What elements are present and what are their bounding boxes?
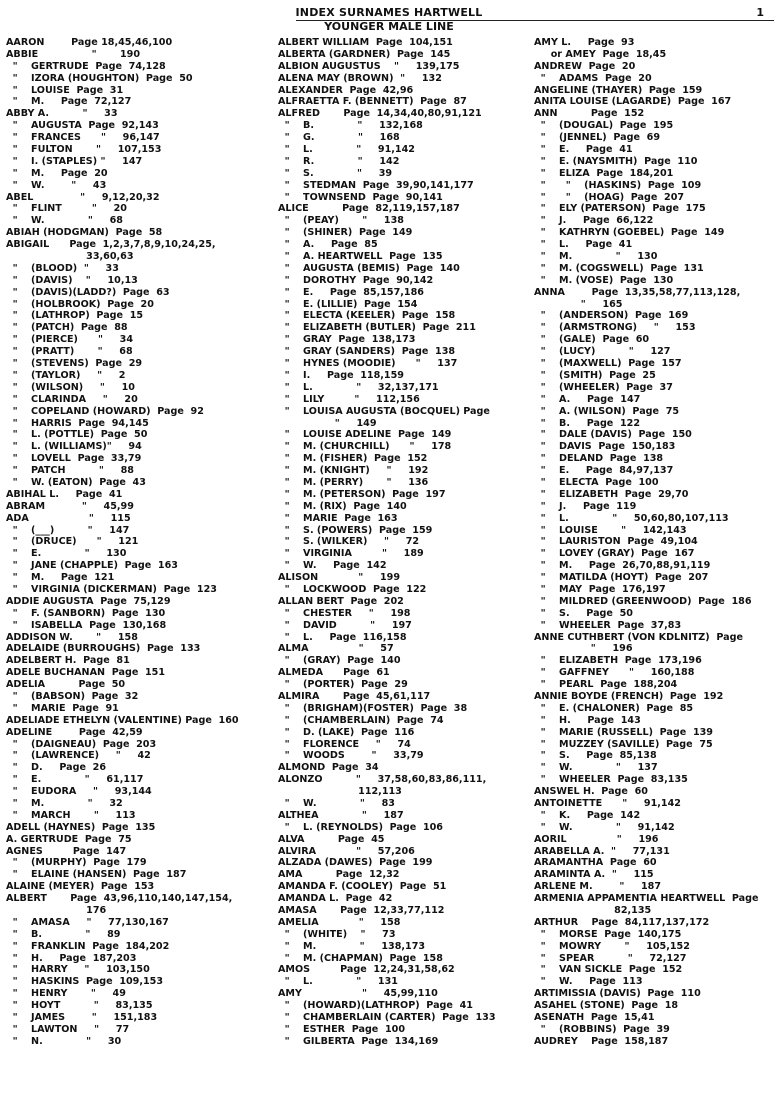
index-entry: " LOUISE ADELINE Page 149 xyxy=(278,429,452,441)
index-entry: ASAHEL (STONE) Page 18 xyxy=(534,1000,679,1012)
index-entry: " M. Page 26,70,88,91,119 xyxy=(534,560,711,572)
index-entry: " M. Page 72,127 xyxy=(6,96,132,108)
index-entry: ALVA Page 45 xyxy=(278,833,385,845)
index-entry: " E. " 61,117 xyxy=(6,774,144,786)
index-entry: " LAWTON " 77 xyxy=(6,1023,130,1035)
index-entry: " (LAWRENCE) " 42 xyxy=(6,750,151,762)
index-entry: ARMENIA APPAMENTIA HEARTWELL Page xyxy=(534,893,759,905)
index-entry: " S. Page 50 xyxy=(534,607,633,619)
index-entry: " M. (CHURCHILL) " 178 xyxy=(278,441,452,453)
index-entry: " ELIZABETH Page 173,196 xyxy=(534,655,702,667)
index-entry: " (WILSON) " 10 xyxy=(6,381,135,393)
index-entry: " (STEVENS) Page 29 xyxy=(6,358,143,370)
index-entry: " MARIE (RUSSELL) Page 139 xyxy=(534,726,713,738)
index-entry: " DAVIS Page 150,183 xyxy=(534,441,676,453)
index-entry: " (BRIGHAM)(FOSTER) Page 38 xyxy=(278,702,468,714)
index-entry: ALBERT WILLIAM Page 104,151 xyxy=(278,37,453,48)
index-entry: " B. Page 122 xyxy=(534,417,641,429)
index-entry: " (ANDERSON) Page 169 xyxy=(534,310,689,322)
index-entry: " " (HASKINS) Page 109 xyxy=(534,179,702,191)
index-entry: " AUGUSTA Page 92,143 xyxy=(6,120,159,132)
index-entry: " FRANKLIN Page 184,202 xyxy=(6,940,170,952)
index-entry: " MORSE Page 140,175 xyxy=(534,928,682,940)
index-entry: " K. Page 142 xyxy=(534,809,641,821)
index-entry: " W. " 68 xyxy=(6,215,123,227)
index-entry: " KATHRYN (GOEBEL) Page 149 xyxy=(534,227,725,239)
index-entry: " ISABELLA Page 130,168 xyxy=(6,619,167,631)
index-entry: " A. HEARTWELL Page 135 xyxy=(278,251,443,263)
index-entry: " (ARMSTRONG) " 153 xyxy=(534,322,696,334)
index-entry: ABRAM " 45,99 xyxy=(6,500,134,512)
index-entry: ALMOND Page 34 xyxy=(278,762,379,774)
index-entry: " L. (POTTLE) Page 50 xyxy=(6,429,148,441)
page-header xyxy=(0,6,778,34)
index-entry: " (ROBBINS) Page 39 xyxy=(534,1023,670,1035)
index-entry: " S. Page 85,138 xyxy=(534,750,657,762)
index-entry: " LOUISE " 142,143 xyxy=(534,524,687,536)
index-entry: " H. Page 187,203 xyxy=(6,952,137,964)
index-entry: " MILDRED (GREENWOOD) Page 186 xyxy=(534,595,752,607)
index-entry: ALMEDA Page 61 xyxy=(278,667,390,679)
index-title: INDEX SURNAMES HARTWELL xyxy=(295,6,483,19)
index-entry: ALBERTA (GARDNER) Page 145 xyxy=(278,48,451,60)
index-entry: " E. (LILLIE) Page 154 xyxy=(278,298,418,310)
index-entry: ANDREW Page 20 xyxy=(534,60,636,72)
index-entry: " B. " 89 xyxy=(6,928,121,940)
index-entry: " (LATHROP) Page 15 xyxy=(6,310,144,322)
index-entry: AARON Page 18,45,46,100 xyxy=(6,37,173,48)
index-entry: ALMIRA Page 45,61,117 xyxy=(278,690,431,702)
index-entry: " (DRUCE) " 121 xyxy=(6,536,139,548)
index-entry: " PATCH " 88 xyxy=(6,465,134,477)
index-entry: " R. " 142 xyxy=(278,155,400,167)
index-entry: ANNIE BOYDE (FRENCH) Page 192 xyxy=(534,690,724,702)
index-entry: " MAY Page 176,197 xyxy=(534,583,666,595)
index-entry: " LOUISA AUGUSTA (BOCQUEL) Page xyxy=(278,405,490,417)
index-entry: " MOWRY " 105,152 xyxy=(534,940,690,952)
index-entry: AUDREY Page 158,187 xyxy=(534,1035,669,1047)
index-entry: " (SHINER) Page 149 xyxy=(278,227,413,239)
index-entry: ARTHUR Page 84,117,137,172 xyxy=(534,916,710,928)
index-column-3 xyxy=(534,37,774,1048)
index-entry: " (SMITH) Page 25 xyxy=(534,369,656,381)
index-entry: " (GRAY) Page 140 xyxy=(278,655,401,667)
index-entry: " M. " 32 xyxy=(6,798,123,809)
index-entry: " ELAINE (HANSEN) Page 187 xyxy=(6,869,187,881)
index-entry: " COPELAND (HOWARD) Page 92 xyxy=(6,405,204,417)
index-entry: " W. " 83 xyxy=(278,798,395,809)
index-entry: " (PATCH) Page 88 xyxy=(6,322,128,334)
index-entry: " HARRY " 103,150 xyxy=(6,964,150,976)
index-entry: " B. " 132,168 xyxy=(278,120,423,132)
index-entry: " (TAYLOR) " 2 xyxy=(6,369,126,381)
index-entry: " GERTRUDE Page 74,128 xyxy=(6,60,166,72)
index-entry: ARLENE M. " 187 xyxy=(534,881,662,893)
index-entry: ASENATH Page 15,41 xyxy=(534,1012,655,1024)
index-entry: " F. (SANBORN) Page 130 xyxy=(6,607,166,619)
index-entry: " W. " 43 xyxy=(6,179,107,191)
index-entry: " LOVEY (GRAY) Page 167 xyxy=(534,548,695,560)
index-entry: " (DAIGNEAU) Page 203 xyxy=(6,738,157,750)
index-entry: " LOVELL Page 33,79 xyxy=(6,453,142,465)
index-entry: " CLARINDA " 20 xyxy=(6,393,138,405)
index-entry: " GRAY (SANDERS) Page 138 xyxy=(278,346,456,358)
index-entry: " 149 xyxy=(278,417,377,429)
index-entry: " J. Page 119 xyxy=(534,500,637,512)
index-entry: " JAMES " 151,183 xyxy=(6,1012,158,1024)
index-entry: ANNE CUTHBERT (VON KDLNITZ) Page xyxy=(534,631,743,643)
index-entry: " ADAMS Page 20 xyxy=(534,72,652,84)
index-entry: " E. Page 41 xyxy=(534,144,633,156)
index-entry: ARTIMISSIA (DAVIS) Page 110 xyxy=(534,988,701,1000)
index-entry: " M. (CHAPMAN) Page 158 xyxy=(278,952,443,964)
index-entry: ALISON " 199 xyxy=(278,572,401,584)
index-entry: ALEXANDER Page 42,96 xyxy=(278,84,414,96)
index-entry: ALFRED Page 14,34,40,80,91,121 xyxy=(278,108,482,120)
index-entry: " L. " 50,60,80,107,113 xyxy=(534,512,729,524)
index-entry: ADDISON W. " 158 xyxy=(6,631,138,643)
index-entry: " (BLOOD) " 33 xyxy=(6,262,119,274)
index-entry: " 196 xyxy=(534,643,633,655)
index-entry: AORIL " 196 xyxy=(534,833,659,845)
index-entry: ADDIE AUGUSTA Page 75,129 xyxy=(6,595,171,607)
index-entry: " M. (RIX) Page 140 xyxy=(278,500,407,512)
index-entry: " FRANCES " 96,147 xyxy=(6,132,160,144)
index-entry: " CHAMBERLAIN (CARTER) Page 133 xyxy=(278,1012,496,1024)
index-entry: " AUGUSTA (BEMIS) Page 140 xyxy=(278,262,460,274)
index-entry: " M. Page 20 xyxy=(6,167,108,179)
index-entry: ANNA Page 13,35,58,77,113,128, xyxy=(534,286,741,298)
index-entry: ANGELINE (THAYER) Page 159 xyxy=(534,84,703,96)
index-entry: ADA " 115 xyxy=(6,512,131,524)
index-entry: " GRAY Page 138,173 xyxy=(278,334,416,346)
index-entry: " L. (WILLIAMS)" 94 xyxy=(6,441,142,453)
index-entry: " (DAVIS) " 10,13 xyxy=(6,274,138,286)
index-entry: " HOYT " 83,135 xyxy=(6,1000,153,1012)
index-entry: ALMA " 57 xyxy=(278,643,394,655)
index-entry: " A. (WILSON) Page 75 xyxy=(534,405,680,417)
index-entry: " S. " 39 xyxy=(278,167,393,179)
index-entry: " M. (VOSE) Page 130 xyxy=(534,274,674,286)
index-entry: " (LUCY) " 127 xyxy=(534,346,671,358)
index-entry: " LOUISE Page 31 xyxy=(6,84,124,96)
index-entry: " HASKINS Page 109,153 xyxy=(6,976,164,988)
index-entry: " (WHEELER) Page 37 xyxy=(534,381,673,393)
index-entry: " FLORENCE " 74 xyxy=(278,738,411,750)
index-entry: " DAVID " 197 xyxy=(278,619,412,631)
index-entry: " L. " 32,137,171 xyxy=(278,381,439,393)
index-entry: AMA Page 12,32 xyxy=(278,869,400,881)
index-entry: " (CHAMBERLAIN) Page 74 xyxy=(278,714,444,726)
index-entry: " AMASA " 77,130,167 xyxy=(6,916,169,928)
index-entry: " VIRGINIA (DICKERMAN) Page 123 xyxy=(6,583,217,595)
page-number: 1 xyxy=(756,6,764,19)
index-entry: " (HOWARD)(LATHROP) Page 41 xyxy=(278,1000,473,1012)
index-entry: " CHESTER " 198 xyxy=(278,607,411,619)
index-entry: " (PIERCE) " 34 xyxy=(6,334,134,346)
index-entry: ABIGAIL Page 1,2,3,7,8,9,10,24,25, xyxy=(6,239,216,251)
index-entry: 112,113 xyxy=(278,786,402,798)
index-entry: ABEL " 9,12,20,32 xyxy=(6,191,160,203)
index-entry: " HENRY " 49 xyxy=(6,988,126,1000)
index-entry: " DOROTHY Page 90,142 xyxy=(278,274,434,286)
index-entry: " A. Page 147 xyxy=(534,393,641,405)
index-entry: " I. Page 118,159 xyxy=(278,369,404,381)
index-entry: " GILBERTA Page 134,169 xyxy=(278,1035,439,1047)
index-entry: " ELY (PATERSON) Page 175 xyxy=(534,203,706,215)
index-entry: " WHEELER Page 37,83 xyxy=(534,619,682,631)
index-entry: ABIAH (HODGMAN) Page 58 xyxy=(6,227,163,239)
index-entry: " HARRIS Page 94,145 xyxy=(6,417,149,429)
index-entry: ALBION AUGUSTUS " 139,175 xyxy=(278,60,460,72)
index-entry: " ELIZA Page 184,201 xyxy=(534,167,674,179)
index-entry: AMY " 45,99,110 xyxy=(278,988,438,1000)
index-entry: " W. " 91,142 xyxy=(534,821,675,833)
index-entry: " J. Page 66,122 xyxy=(534,215,654,227)
index-entry: " MARCH " 113 xyxy=(6,809,136,821)
index-entry: ADELINE Page 42,59 xyxy=(6,726,143,738)
index-entry: " L. Page 41 xyxy=(534,239,633,251)
index-entry: " I. (STAPLES) " 147 xyxy=(6,155,143,167)
index-entry: " (PRATT) " 68 xyxy=(6,346,133,358)
index-entry: ANN Page 152 xyxy=(534,108,645,120)
index-entry: " M. (PETERSON) Page 197 xyxy=(278,488,446,500)
index-column-2 xyxy=(278,37,528,1048)
index-entry: AMY L. Page 93 xyxy=(534,37,635,48)
index-entry: " MUZZEY (SAVILLE) Page 75 xyxy=(534,738,713,750)
index-entry: ALONZO " 37,58,60,83,86,111, xyxy=(278,774,487,786)
index-entry: " L. " 131 xyxy=(278,976,398,988)
index-entry: " EUDORA " 93,144 xyxy=(6,786,152,798)
index-entry: " M. (PERRY) " 136 xyxy=(278,476,429,488)
index-entry: " TOWNSEND Page 90,141 xyxy=(278,191,443,203)
index-entry: " M. (FISHER) Page 152 xyxy=(278,453,428,465)
index-entry: " MARIE Page 91 xyxy=(6,702,119,714)
index-entry: ADELL (HAYNES) Page 135 xyxy=(6,821,156,833)
index-entry: AMOS Page 12,24,31,58,62 xyxy=(278,964,455,976)
index-entry: ADELIADE ETHELYN (VALENTINE) Page 160 xyxy=(6,714,239,726)
index-entry: " S. (POWERS) Page 159 xyxy=(278,524,433,536)
index-entry: ALBERT Page 43,96,110,140,147,154, xyxy=(6,893,233,905)
index-entry: " DALE (DAVIS) Page 150 xyxy=(534,429,692,441)
index-entry: ALLAN BERT Page 202 xyxy=(278,595,404,607)
index-entry: AMANDA F. (COOLEY) Page 51 xyxy=(278,881,447,893)
index-entry: ALZADA (DAWES) Page 199 xyxy=(278,857,433,869)
index-entry: " (DOUGAL) Page 195 xyxy=(534,120,674,132)
index-entry: " SPEAR " 72,127 xyxy=(534,952,687,964)
index-entry: " L. (REYNOLDS) Page 106 xyxy=(278,821,443,833)
index-entry: " MARIE Page 163 xyxy=(278,512,398,524)
index-entry: " HYNES (MOODIE) " 137 xyxy=(278,358,458,370)
index-entry: " G. " 168 xyxy=(278,132,400,144)
index-entry: " (DAVIS)(LADD?) Page 63 xyxy=(6,286,170,298)
index-entry: " JANE (CHAPPLE) Page 163 xyxy=(6,560,178,572)
index-entry: A. GERTRUDE Page 75 xyxy=(6,833,132,845)
index-entry: " ELIZABETH Page 29,70 xyxy=(534,488,689,500)
index-entry: " D. (LAKE) Page 116 xyxy=(278,726,415,738)
index-entry: ALVIRA " 57,206 xyxy=(278,845,415,857)
index-entry: " W. (EATON) Page 43 xyxy=(6,476,146,488)
index-entry: " W. Page 142 xyxy=(278,560,387,572)
index-entry: " W. " 137 xyxy=(534,762,658,774)
index-entry: " M. " 130 xyxy=(534,251,658,263)
index-entry: ALAINE (MEYER) Page 153 xyxy=(6,881,155,893)
index-entry: ALENA MAY (BROWN) " 132 xyxy=(278,72,442,84)
index-entry: ANITA LOUISE (LAGARDE) Page 167 xyxy=(534,96,732,108)
index-entry: " E. Page 84,97,137 xyxy=(534,465,674,477)
index-entry: " LOCKWOOD Page 122 xyxy=(278,583,427,595)
index-entry: " LILY " 112,156 xyxy=(278,393,420,405)
index-entry: " E. (NAYSMITH) Page 110 xyxy=(534,155,698,167)
index-entry: " (___) " 147 xyxy=(6,524,130,536)
index-entry: AGNES Page 147 xyxy=(6,845,127,857)
index-entry: " " (HOAG) Page 207 xyxy=(534,191,685,203)
index-entry: " (WHITE) " 73 xyxy=(278,928,396,940)
index-entry: " E. Page 85,157,186 xyxy=(278,286,424,298)
index-subtitle: YOUNGER MALE LINE xyxy=(324,20,454,33)
index-entry: " VAN SICKLE Page 152 xyxy=(534,964,683,976)
index-entry: ARAMANTHA Page 60 xyxy=(534,857,657,869)
index-entry: AMANDA L. Page 42 xyxy=(278,893,393,905)
index-entry: " (JENNEL) Page 69 xyxy=(534,132,660,144)
index-entry: ALICE Page 82,119,157,187 xyxy=(278,203,460,215)
index-entry: " E. (CHALONER) Page 85 xyxy=(534,702,694,714)
index-entry: ARAMINTA A. " 115 xyxy=(534,869,654,881)
index-entry: " VIRGINIA " 189 xyxy=(278,548,424,560)
index-entry: " FLINT " 20 xyxy=(6,203,127,215)
index-entry: " ELECTA (KEELER) Page 158 xyxy=(278,310,456,322)
index-entry: ALFRAETTA F. (BENNETT) Page 87 xyxy=(278,96,467,108)
index-entry: " FULTON " 107,153 xyxy=(6,144,162,156)
index-entry: or AMEY Page 18,45 xyxy=(534,48,667,60)
index-entry: ADELIA Page 50 xyxy=(6,679,126,691)
index-entry: " S. (WILKER) " 72 xyxy=(278,536,420,548)
index-entry: " M. Page 121 xyxy=(6,572,115,584)
index-entry: " GAFFNEY " 160,188 xyxy=(534,667,695,679)
index-entry: 176 xyxy=(6,905,107,917)
index-entry: " A. Page 85 xyxy=(278,239,378,251)
index-entry: " M. (COGSWELL) Page 131 xyxy=(534,262,704,274)
index-entry: AMELIA " 158 xyxy=(278,916,401,928)
index-entry: " PEARL Page 188,204 xyxy=(534,679,678,691)
index-entry: AMASA Page 12,33,77,112 xyxy=(278,905,445,917)
index-entry: ANSWEL H. Page 60 xyxy=(534,786,648,798)
index-entry: " (BABSON) Page 32 xyxy=(6,690,139,702)
index-entry: " (MAXWELL) Page 157 xyxy=(534,358,682,370)
index-entry: ABBIE " 190 xyxy=(6,48,141,60)
index-entry: " DELAND Page 138 xyxy=(534,453,664,465)
index-entry: 33,60,63 xyxy=(6,251,134,263)
index-entry: ARABELLA A. " 77,131 xyxy=(534,845,670,857)
index-entry: " (HOLBROOK) Page 20 xyxy=(6,298,154,310)
index-entry: ADELAIDE (BURROUGHS) Page 133 xyxy=(6,643,201,655)
index-entry: " M. " 138,173 xyxy=(278,940,426,952)
index-entry: ANTOINETTE " 91,142 xyxy=(534,798,681,809)
index-entry: ALTHEA " 187 xyxy=(278,809,404,821)
index-entry: " IZORA (HOUGHTON) Page 50 xyxy=(6,72,193,84)
index-entry: " WOODS " 33,79 xyxy=(278,750,424,762)
index-entry: " 165 xyxy=(534,298,623,310)
index-entry: " MATILDA (HOYT) Page 207 xyxy=(534,572,709,584)
index-entry: ABBY A. " 33 xyxy=(6,108,118,120)
index-entry: " L. Page 116,158 xyxy=(278,631,407,643)
index-entry: " W. Page 113 xyxy=(534,976,643,988)
index-entry: " D. Page 26 xyxy=(6,762,106,774)
index-entry: " (GALE) Page 60 xyxy=(534,334,650,346)
index-entry: ABIHAL L. Page 41 xyxy=(6,488,123,500)
index-column-1 xyxy=(6,37,256,1048)
index-entry: " WHEELER Page 83,135 xyxy=(534,774,688,786)
index-entry: ADELBERT H. Page 81 xyxy=(6,655,130,667)
index-entry: " ELIZABETH (BUTLER) Page 211 xyxy=(278,322,476,334)
index-entry: " E. " 130 xyxy=(6,548,127,560)
index-entry: " ELECTA Page 100 xyxy=(534,476,659,488)
index-entry: " (MURPHY) Page 179 xyxy=(6,857,147,869)
index-entry: " H. Page 143 xyxy=(534,714,641,726)
index-entry: " N. " 30 xyxy=(6,1035,122,1047)
index-entry: 82,135 xyxy=(534,905,652,917)
index-entry: " ESTHER Page 100 xyxy=(278,1023,406,1035)
index-entry: " LAURISTON Page 49,104 xyxy=(534,536,698,548)
index-entry: " (PORTER) Page 29 xyxy=(278,679,408,691)
index-entry: " (PEAY) " 138 xyxy=(278,215,404,227)
index-entry: " L. " 91,142 xyxy=(278,144,415,156)
index-entry: ADELE BUCHANAN Page 151 xyxy=(6,667,166,679)
index-entry: " M. (KNIGHT) " 192 xyxy=(278,465,429,477)
index-entry: " STEDMAN Page 39,90,141,177 xyxy=(278,179,474,191)
